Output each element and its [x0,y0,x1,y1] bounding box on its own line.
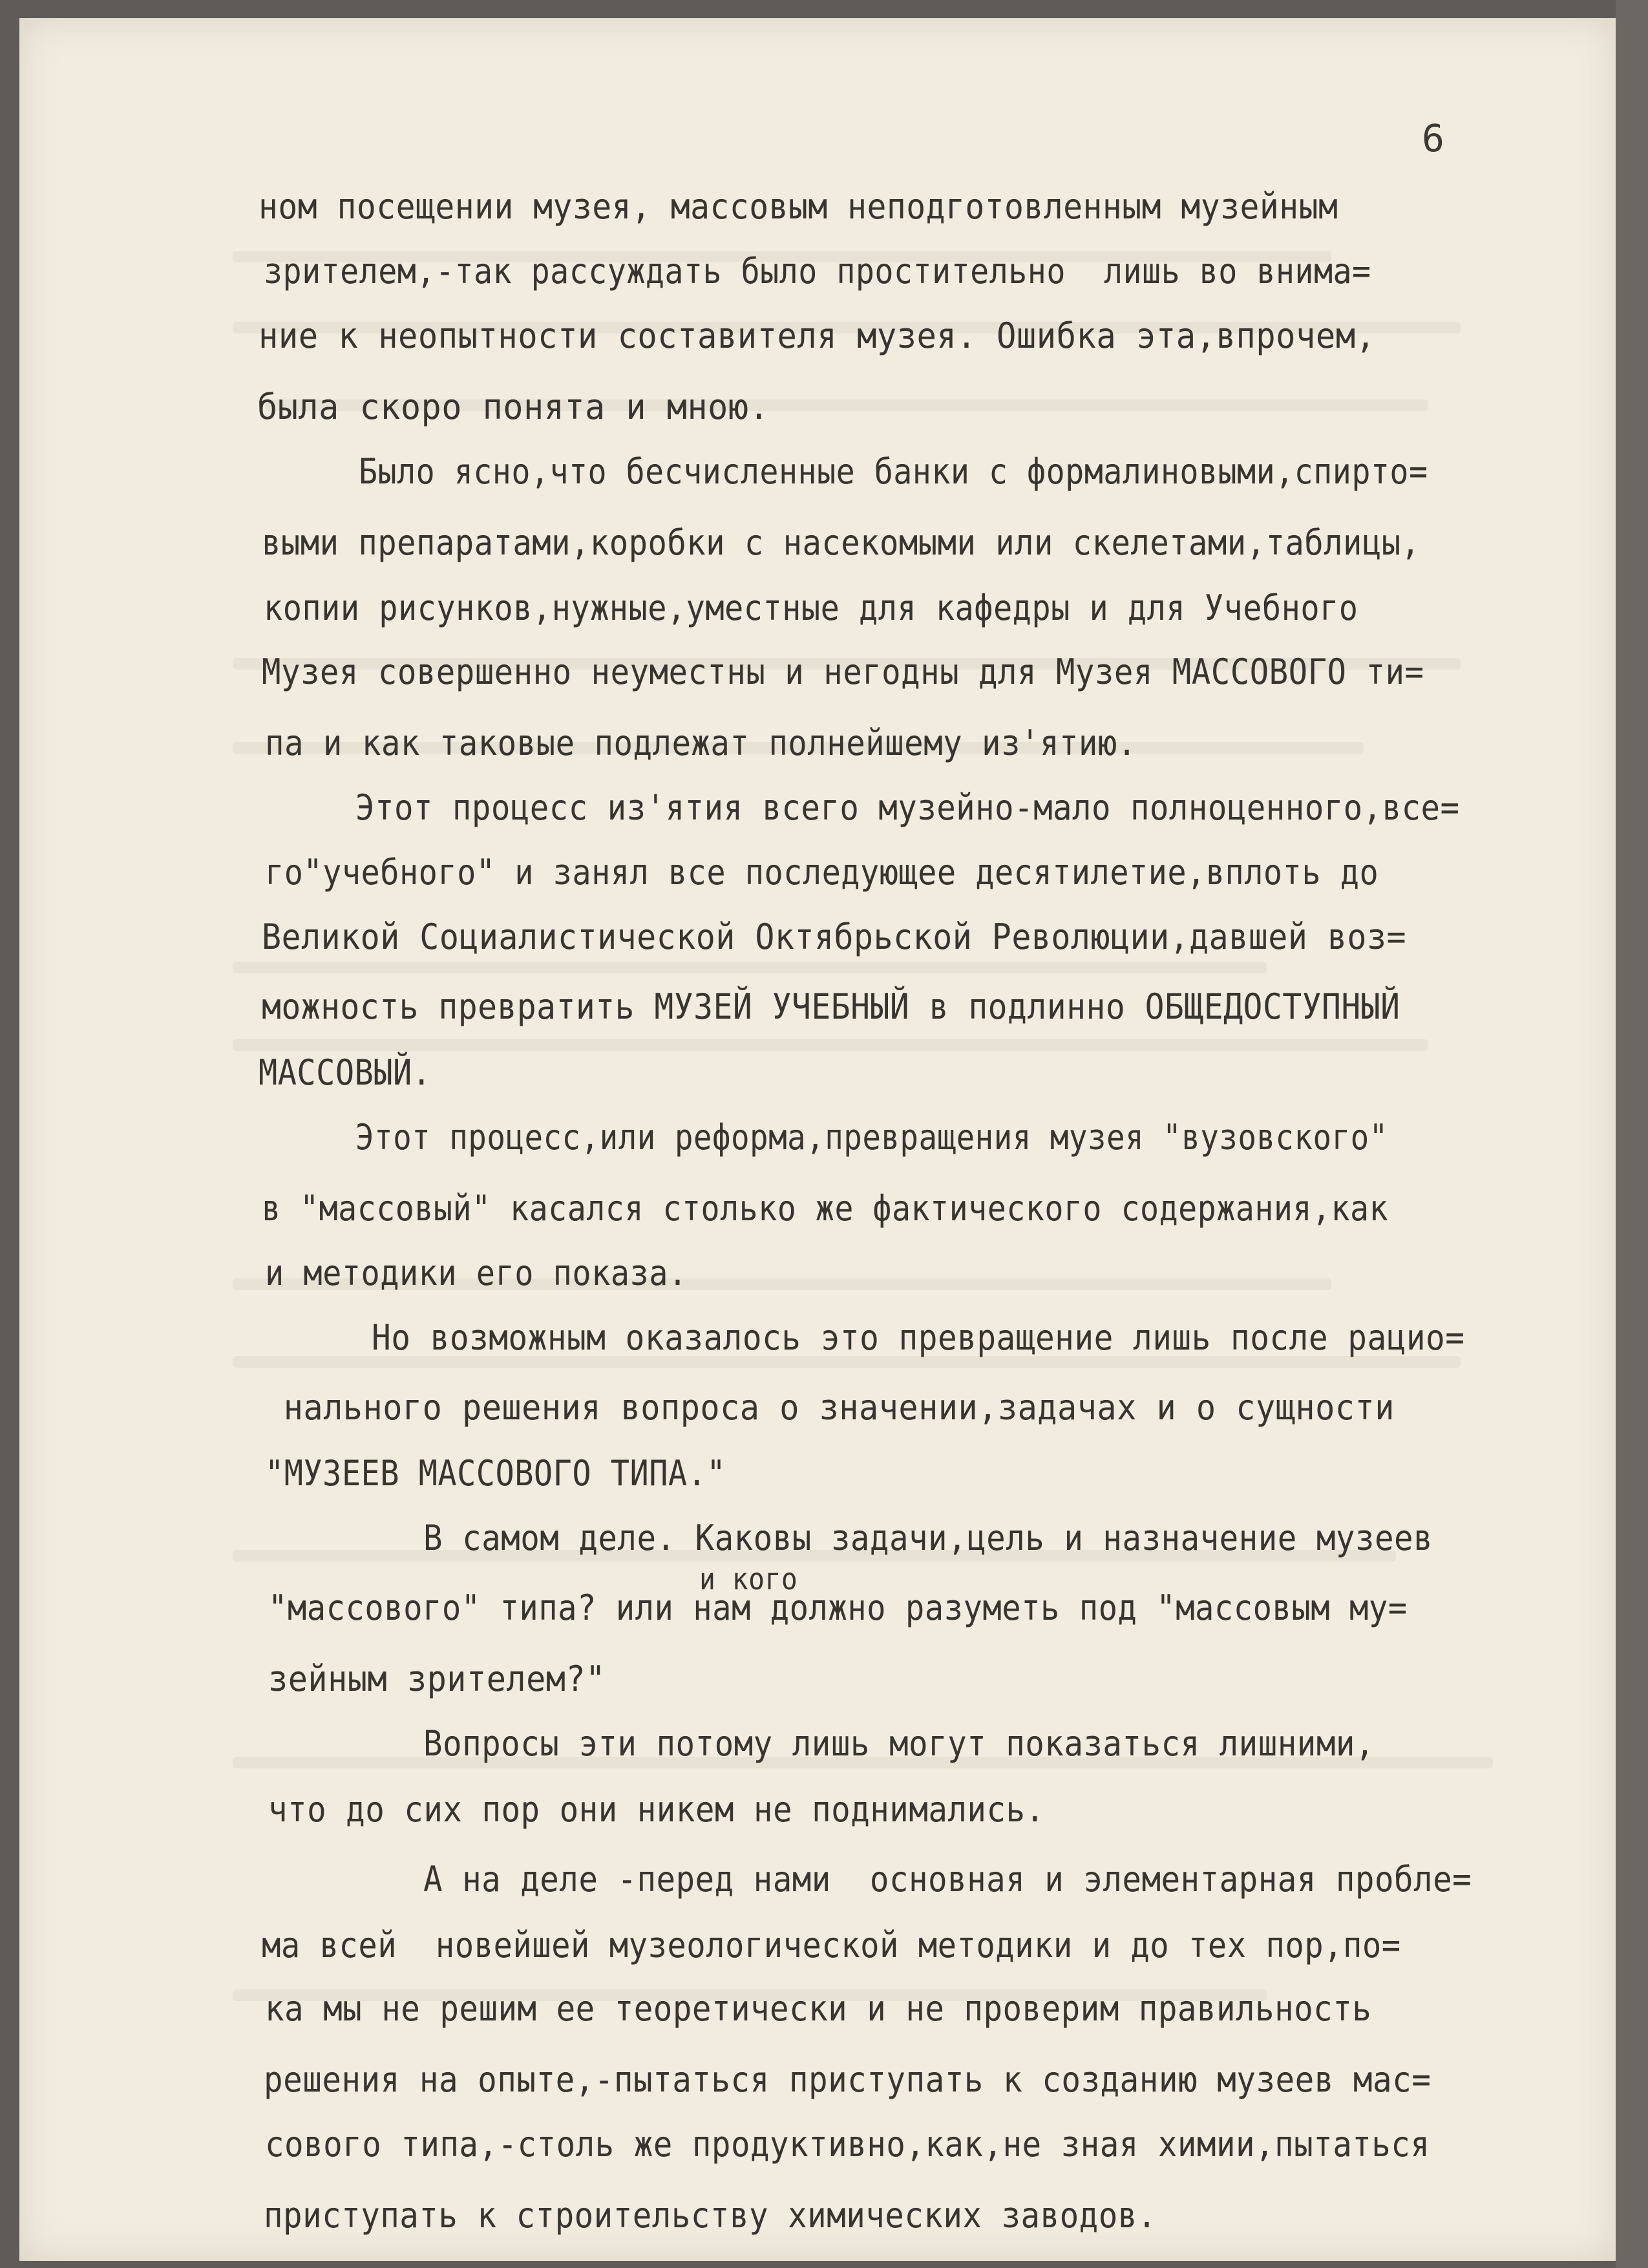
text-line: что до сих пор они никем не поднимались. [268,1789,1045,1830]
text-line: решения на опыте,-пытаться приступать к созданию музеев мас= [264,2059,1431,2100]
text-line: зрителем,-так рассуждать было простительно лишь во внима= [264,251,1371,291]
text-line: выми препаратами,коробки с насекомыми или скелетами,таблицы, [262,522,1421,563]
text-line: В самом деле. Каковы задачи,цель и назначение музеев [423,1518,1433,1558]
text-line: МАССОВЫЙ. [259,1052,432,1093]
text-line: ка мы не решим ее теоретически и не проверим правильность [265,1988,1372,2029]
text-line: ма всей новейшей музеологической методики и до тех пор,по= [262,1925,1401,1966]
background-edge [1616,0,1648,2268]
text-line: Этот процесс,или реформа,превращения музея "вузовского" [355,1117,1388,1158]
text-line: го"учебного" и занял все последующее десятилетие,вплоть до [265,852,1379,893]
text-line: зейным зрителем?" [268,1659,606,1699]
text-line: па и как таковые подлежат полнейшему из'ятию. [265,723,1137,763]
document-page [19,18,1616,2261]
text-line: Но возможным оказалось это превращение лишь после рацио= [372,1317,1465,1358]
text-line: в "массовый" касался столько же фактического содержания,как [262,1188,1389,1229]
text-line: ном посещении музея, массовым неподготовленным музейным [259,186,1338,227]
text-line: нального решения вопроса о значении,задачах и о сущности [264,1387,1395,1428]
text-line: можность превратить МУЗЕЙ УЧЕБНЫЙ в подлинно ОБЩЕДОСТУПНЫЙ [262,986,1400,1027]
text-line: А на деле -перед нами основная и элементарная пробле= [423,1859,1472,1900]
text-line: ние к неопытности составителя музея. Ошибка эта,впрочем, [259,315,1376,356]
text-line: и кого [699,1562,798,1596]
text-line: Этот процесс из'ятия всего музейно-мало полноценного,все= [355,787,1460,828]
text-line: была скоро понята и мною. [257,387,770,427]
text-line: и методики его показа. [265,1253,688,1293]
text-line: копии рисунков,нужные,уместные для кафедры и для Учебного [264,588,1358,628]
text-line: сового типа,-столь же продуктивно,как,не зная химии,пытаться [265,2124,1430,2165]
text-line: Вопросы эти потому лишь могут показаться лишними, [423,1723,1375,1764]
text-line: Великой Социалистической Октябрьской Революции,давшей воз= [262,917,1407,957]
page-number: 6 [1422,116,1444,160]
text-line: Было ясно,что бесчисленные банки с формалиновыми,спирто= [359,451,1428,492]
text-line: приступать к строительству химических заводов. [264,2195,1157,2236]
text-line: Музея совершенно неуместны и негодны для Музея МАССОВОГО ти= [262,652,1424,692]
text-line: "МУЗЕЕВ МАССОВОГО ТИПА." [265,1453,726,1494]
text-line: "массового" типа? или нам должно разуметь под "массовым му= [268,1587,1408,1628]
